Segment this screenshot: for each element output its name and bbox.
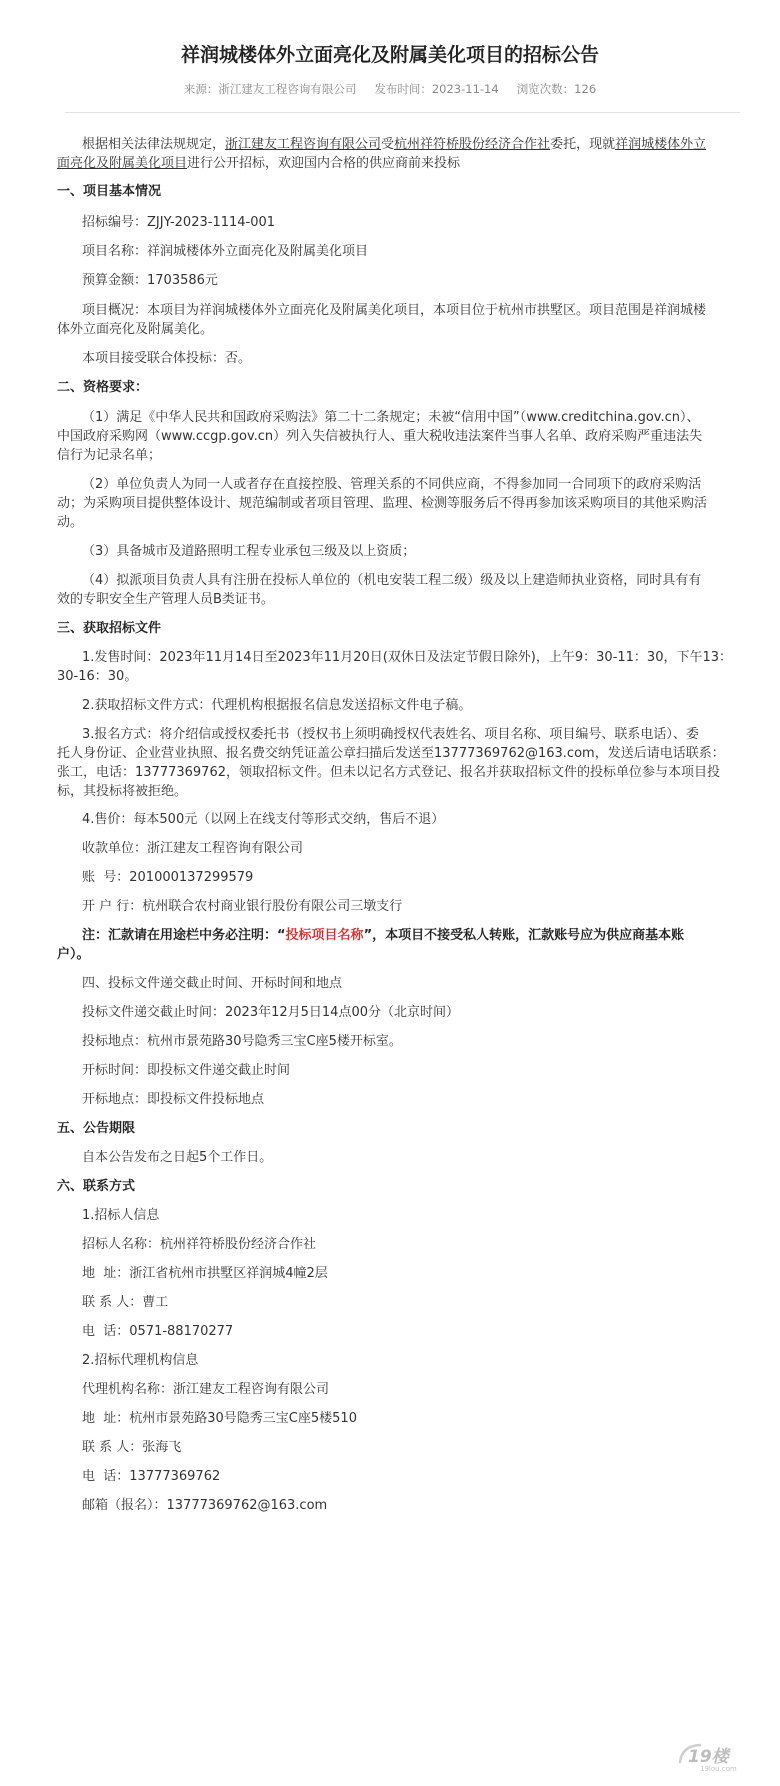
meta-source: 来源：浙江建友工程咨询有限公司 — [183, 82, 357, 96]
intro-text: 进行公开招标，欢迎国内合格的供应商前来投标 — [187, 156, 461, 171]
budget: 预算金额：1703586元 — [82, 273, 218, 288]
agent-name: 代理机构名称：浙江建友工程咨询有限公司 — [82, 1382, 330, 1397]
agent-phone: 电 话：13777369762 — [82, 1469, 221, 1484]
deadline: 投标文件递交截止时间：2023年12月5日14点00分（北京时间） — [82, 1005, 459, 1020]
owner-name: 杭州祥符桥股份经济合作社 — [394, 137, 551, 152]
overview-line: 项目概况：本项目为祥润城楼体外立面亮化及附属美化项目，本项目位于杭州市拱墅区。项目范围是祥润城楼 — [82, 303, 707, 318]
paragraph-line: 张工，电话：13777369762，领取招标文件。但未以记名方式登记、报名并获取招标文件的投标单位参与本项目投 — [57, 765, 720, 780]
account-number: 账 号：201000137299579 — [82, 870, 254, 885]
requirement-line: 中国政府采购网（www.ccgp.gov.cn）列入失信被执行人、重大税收违法案件当事人名单、政府采购严重违法失 — [57, 429, 703, 444]
agency-name: 浙江建友工程咨询有限公司 — [225, 137, 382, 152]
price: 4.售价：每本500元（以网上在线支付等形式交纳，售后不退） — [82, 812, 445, 827]
note-text: ”，本项目不接受私人转账，汇款账号应为供应商基本账 — [363, 928, 685, 943]
paragraph-line: 1.发售时间：2023年11月14日至2023年11月20日(双休日及法定节假日除外)，上午9：30-11：30，下午13： — [82, 650, 733, 665]
paragraph-line: 3.报名方式：将介绍信或授权委托书（授权书上须明确授权代表姓名、项目名称、项目编号、联系电话）、委 — [82, 727, 699, 742]
requirement-line: 信行为记录名单； — [57, 448, 162, 463]
section-heading: 五、公告期限 — [57, 1121, 136, 1136]
project-name: 项目名称：祥润城楼体外立面亮化及附属美化项目 — [82, 244, 369, 259]
opening-time: 开标时间：即投标文件递交截止时间 — [82, 1063, 291, 1078]
overview-line: 体外立面亮化及附属美化。 — [57, 322, 214, 337]
requirement-line: 动；为采购项目提供整体设计、规范编制或者项目管理、监理、检测等服务后不得再参加该采购项目的其他采购活 — [57, 496, 708, 511]
page-title: 祥润城楼体外立面亮化及附属美化项目的招标公告 — [180, 44, 599, 66]
payee: 收款单位：浙江建友工程咨询有限公司 — [82, 841, 304, 856]
watermark-brand: 19楼 — [688, 1747, 729, 1767]
paragraph-line: 30-16：30。 — [57, 669, 138, 684]
project-name-part: 祥润城楼体外立 — [615, 137, 707, 152]
remittance-note: 户）。 — [57, 947, 90, 962]
owner-name: 招标人名称：杭州祥符桥股份经济合作社 — [82, 1237, 317, 1252]
agent-email: 邮箱（报名）：13777369762@163.com — [82, 1498, 328, 1513]
intro-text: 根据相关法律法规规定， — [82, 137, 226, 152]
bid-number: 招标编号：ZJJY-2023-1114-001 — [82, 215, 276, 230]
note-highlight: 投标项目名称 — [285, 928, 364, 943]
requirement-line: （4）拟派项目负责人具有注册在投标人单位的（机电安装工程二级）级及以上建造师执业资格，同时具有有 — [82, 573, 702, 588]
note-text: 注：汇款请在用途栏中务必注明：“ — [82, 928, 286, 943]
intro-line-1 — [82, 135, 706, 155]
section-heading: 二、资格要求： — [57, 380, 149, 395]
section-heading: 三、获取招标文件 — [57, 621, 162, 636]
paragraph-line: 托人身份证、企业营业执照、报名费交纳凭证盖公章扫描后发送至13777369762@163.com，发送后请电话联系： — [57, 746, 725, 761]
agent-contact: 联 系 人：张海飞 — [82, 1440, 182, 1455]
intro-line-2 — [57, 154, 460, 174]
agent-address: 地 址：杭州市景苑路30号隐秀三宝C座5楼510 — [82, 1411, 357, 1426]
owner-address: 地 址：浙江省杭州市拱墅区祥润城4幢2层 — [82, 1266, 328, 1281]
meta-views: 浏览次数：126 — [516, 82, 597, 96]
owner-phone: 电 话：0571-88170277 — [82, 1324, 234, 1339]
consortium: 本项目接受联合体投标：否。 — [82, 351, 252, 366]
remittance-note — [82, 926, 684, 946]
paragraph-line: 2.获取招标文件方式：代理机构根据报名信息发送招标文件电子稿。 — [82, 698, 472, 713]
article-meta — [0, 81, 780, 97]
subsection-heading: 四、投标文件递交截止时间、开标时间和地点 — [82, 976, 343, 991]
requirement-line: （1）满足《中华人民共和国政府采购法》第二十二条规定；未被“信用中国”（www.creditchina.gov.cn）、 — [82, 410, 700, 425]
bank-name: 开 户 行：杭州联合农村商业银行股份有限公司三墩支行 — [82, 899, 403, 914]
header-divider — [65, 112, 740, 113]
project-name-part: 面亮化及附属美化项目 — [57, 156, 188, 171]
intro-text: 受 — [381, 137, 395, 152]
subsection-heading: 2.招标代理机构信息 — [82, 1353, 199, 1368]
requirement-line: （3）具备城市及道路照明工程专业承包三级及以上资质； — [82, 544, 416, 559]
owner-contact: 联 系 人：曹工 — [82, 1295, 169, 1310]
section-heading: 六、联系方式 — [57, 1179, 136, 1194]
requirement-line: （2）单位负责人为同一人或者存在直接控股、管理关系的不同供应商，不得参加同一合同项下的政府采购活 — [82, 477, 702, 492]
intro-text: 委托，现就 — [550, 137, 616, 152]
meta-published: 发布时间：2023-11-14 — [374, 82, 499, 96]
site-watermark-logo — [674, 1740, 766, 1774]
opening-place: 开标地点：即投标文件投标地点 — [82, 1092, 265, 1107]
watermark-domain: 19lou.com — [700, 1765, 737, 1773]
bid-place: 投标地点：杭州市景苑路30号隐秀三宝C座5楼开标室。 — [82, 1034, 402, 1049]
requirement-line: 效的专职安全生产管理人员B类证书。 — [57, 592, 274, 607]
section-heading: 一、项目基本情况 — [57, 184, 162, 199]
notice-period: 自本公告发布之日起5个工作日。 — [82, 1150, 273, 1165]
subsection-heading: 1.招标人信息 — [82, 1208, 160, 1223]
paragraph-line: 标，其投标将被拒绝。 — [57, 784, 188, 799]
requirement-line: 动。 — [57, 515, 84, 530]
